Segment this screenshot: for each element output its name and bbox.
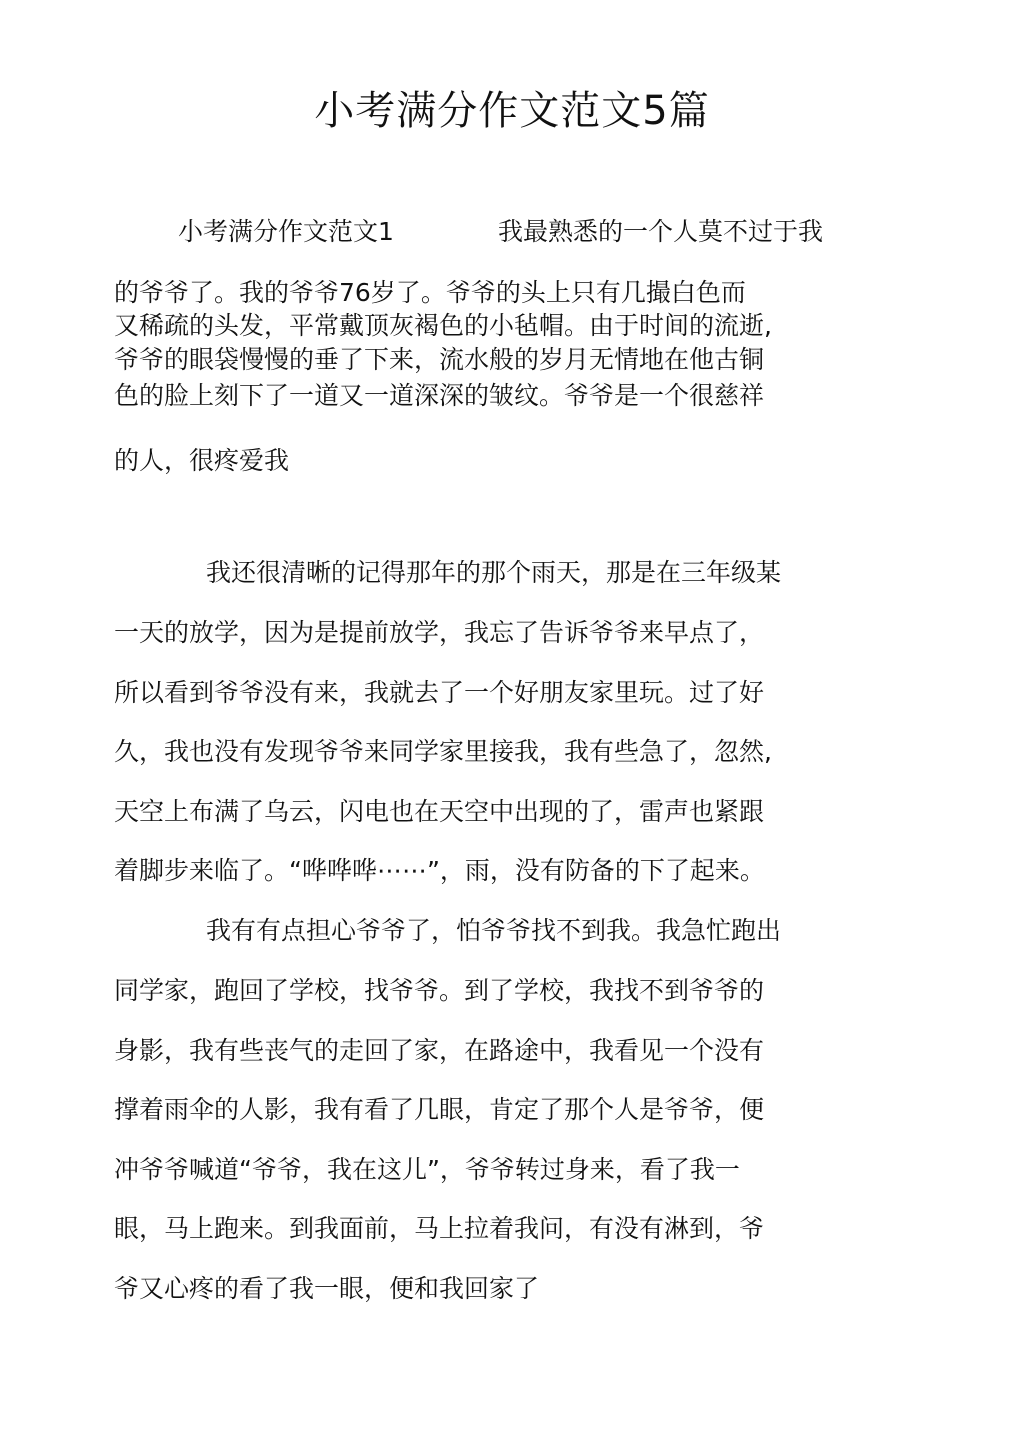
text-line: 所以看到爷爷没有来，我就去了一个好朋友家里玩。过了好: [114, 678, 765, 707]
text-line: 一天的放学，因为是提前放学，我忘了告诉爷爷来早点了，: [114, 618, 765, 647]
essay-first-sentence: 我最熟悉的一个人莫不过于我: [498, 217, 824, 246]
text-line: 同学家，跑回了学校，找爷爷。到了学校，我找不到爷爷的: [114, 976, 765, 1005]
text-line: 我有有点担心爷爷了，怕爷爷找不到我。我急忙跑出: [206, 916, 782, 945]
text-line: 天空上布满了乌云，闪电也在天空中出现的了，雷声也紧跟: [114, 797, 765, 826]
text-line: 眼，马上跑来。到我面前，马上拉着我问，有没有淋到，爷: [114, 1214, 765, 1243]
text-line: 身影，我有些丧气的走回了家，在路途中，我看见一个没有: [114, 1036, 765, 1065]
text-line: 冲爷爷喊道“爷爷，我在这儿”，爷爷转过身来，看了我一: [114, 1155, 740, 1184]
essay-heading: 小考满分作文范文1: [178, 217, 394, 246]
text-line: 久，我也没有发现爷爷来同学家里接我，我有些急了，忽然,: [114, 737, 772, 766]
text-line: 撑着雨伞的人影，我有看了几眼，肯定了那个人是爷爷，便: [114, 1095, 765, 1124]
text-line: 色的脸上刻下了一道又一道深深的皱纹。爷爷是一个很慈祥: [114, 381, 765, 410]
text-line: 我还很清晰的记得那年的那个雨天，那是在三年级某: [206, 558, 782, 587]
text-line: 的人，很疼爱我: [114, 446, 290, 475]
text-line: 的爷爷了。我的爷爷76岁了。爷爷的头上只有几撮白色而: [114, 278, 746, 307]
text-line: 着脚步来临了。“哗哗哗⋯⋯”，雨，没有防备的下了起来。: [114, 856, 765, 885]
text-line: 爷爷的眼袋慢慢的垂了下来，流水般的岁月无情地在他古铜: [114, 345, 765, 374]
document-title: 小考满分作文范文5篇: [314, 88, 710, 134]
text-line: 又稀疏的头发，平常戴顶灰褐色的小毡帽。由于时间的流逝,: [114, 311, 772, 340]
text-line: 爷又心疼的看了我一眼，便和我回家了: [114, 1274, 540, 1303]
